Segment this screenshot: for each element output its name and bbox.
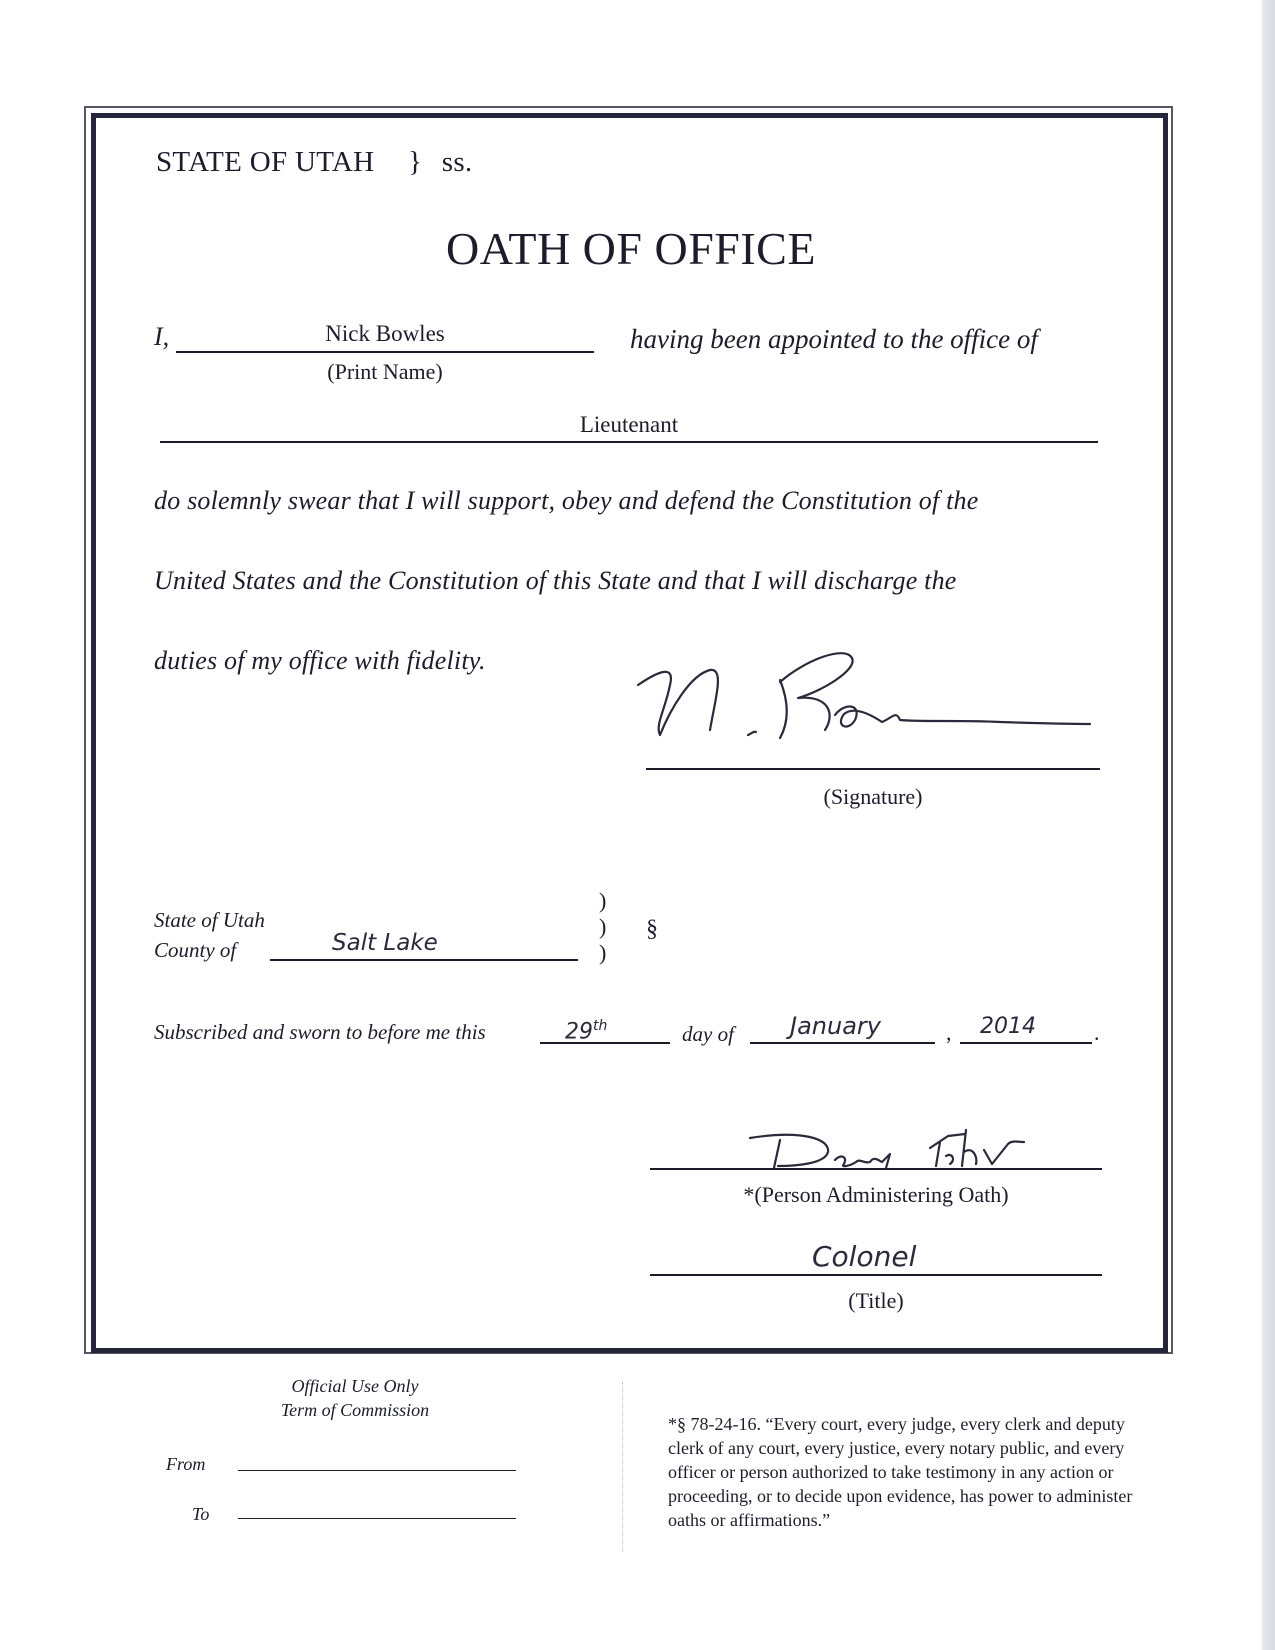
administrator-title-value: Colonel — [812, 1240, 917, 1273]
print-name-line — [176, 351, 594, 353]
administrator-title-caption: (Title) — [848, 1288, 904, 1313]
month-value: January — [790, 1012, 881, 1040]
venue-paren-2: ) — [599, 914, 607, 939]
year-line — [960, 1042, 1092, 1044]
print-name-caption: (Print Name) — [327, 359, 443, 384]
from-line — [238, 1470, 516, 1471]
office-value: Lieutenant — [579, 412, 679, 437]
venue-paren-1: ) — [599, 888, 607, 913]
signature-line — [646, 768, 1100, 770]
office-line — [160, 441, 1098, 443]
administrator-signature-line — [650, 1168, 1102, 1170]
county-value: Salt Lake — [332, 930, 438, 956]
page-edge-shadow — [1262, 0, 1275, 1650]
state-heading — [156, 146, 472, 179]
to-label: To — [192, 1504, 210, 1524]
oath-prefix: I, — [154, 322, 170, 351]
official-use-line-2: Term of Commission — [280, 1400, 430, 1420]
print-name-value: Nick Bowles — [325, 321, 445, 346]
year-value: 2014 — [980, 1014, 1036, 1039]
administrator-caption: *(Person Administering Oath) — [743, 1182, 1009, 1207]
venue-county-label: County of — [154, 938, 237, 962]
administrator-title-line — [650, 1274, 1102, 1276]
day-value — [565, 1018, 607, 1044]
page-title: OATH OF OFFICE — [446, 223, 816, 274]
footer-divider — [622, 1382, 623, 1552]
oath-line-1: do solemnly swear that I will support, obey and defend the Constitution of the — [154, 486, 979, 515]
oath-line-3: duties of my office with fidelity. — [154, 646, 486, 675]
date-comma: , — [946, 1020, 952, 1045]
signature-caption: (Signature) — [823, 784, 923, 809]
statute-footnote: *§ 78-24-16. “Every court, every judge, every clerk and deputy clerk of any court, every justice, every notary public, and every officer or person authorized to take testimony in any action or proceeding, or to decide upon evidence, has power to administer oaths or affirmations.” — [668, 1414, 1133, 1530]
appointed-text: having been appointed to the office of — [630, 324, 1038, 354]
to-line — [238, 1518, 516, 1519]
venue-state-label: State of Utah — [154, 908, 265, 932]
venue-paren-3: ) — [599, 940, 607, 965]
from-label: From — [166, 1454, 206, 1474]
month-line — [750, 1042, 935, 1044]
county-line — [270, 959, 578, 961]
oath-line-2: United States and the Constitution of this State and that I will discharge the — [154, 566, 957, 595]
day-number: 29 — [565, 1019, 593, 1045]
subscribed-text: Subscribed and sworn to before me this — [154, 1020, 486, 1044]
header-brace: } — [407, 146, 423, 178]
day-of-text: day of — [682, 1022, 734, 1046]
day-suffix: th — [593, 1018, 608, 1034]
oath-taker-signature-icon — [630, 640, 1100, 750]
scilicet-abbrev: ss. — [441, 146, 473, 178]
state-name: STATE OF UTAH — [156, 146, 375, 178]
section-symbol: § — [646, 916, 658, 942]
official-use-line-1: Official Use Only — [291, 1376, 419, 1396]
date-period: . — [1094, 1020, 1100, 1045]
